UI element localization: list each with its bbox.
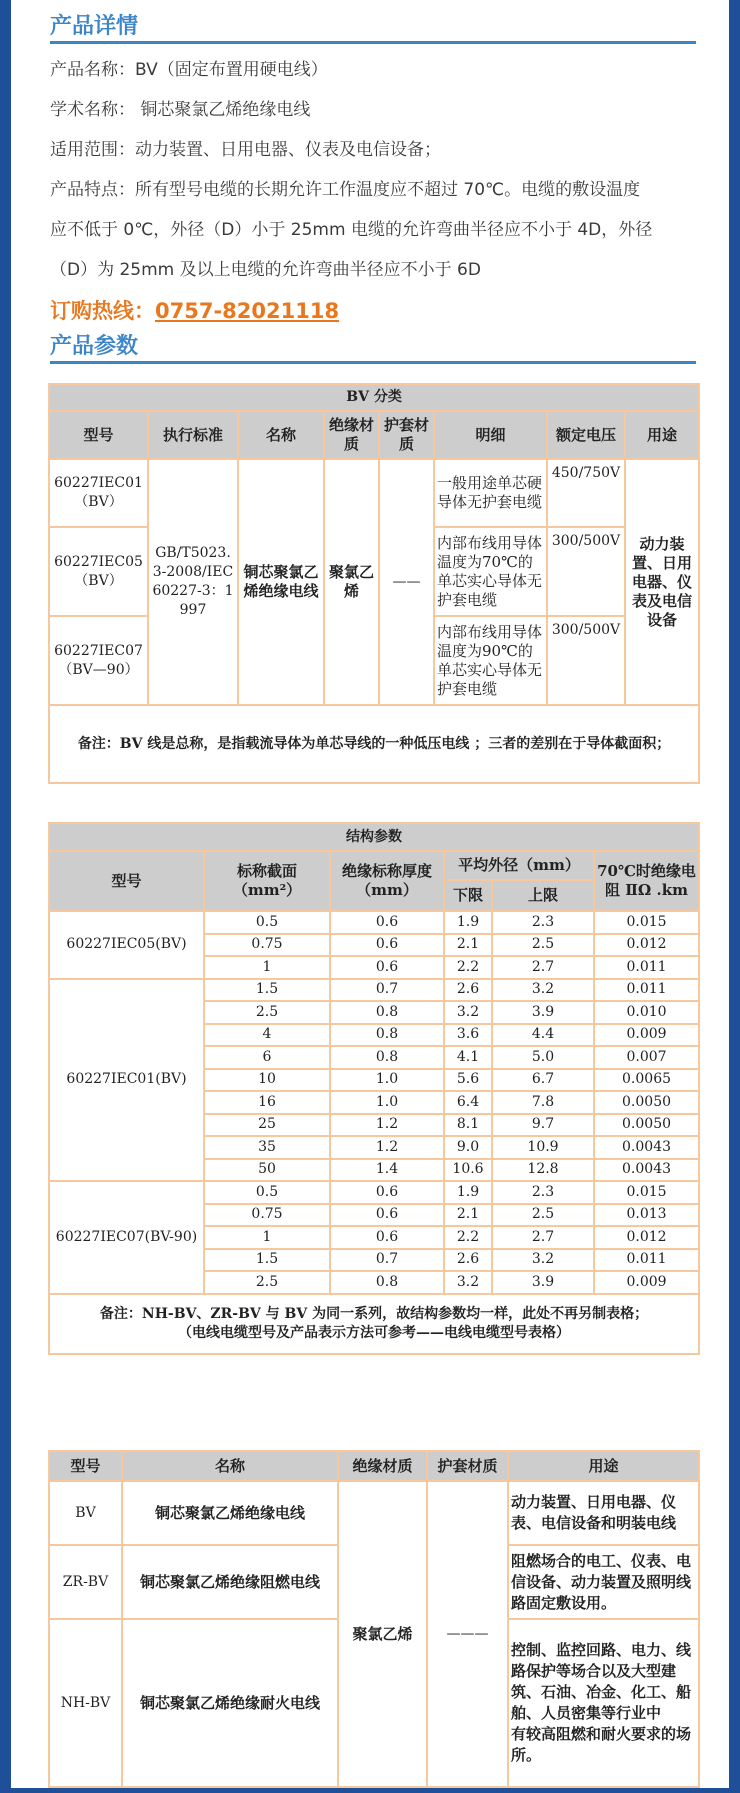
- struct-value-cell: 0.8: [330, 1046, 444, 1069]
- struct-note-line-2: （电线电缆型号及产品表示方法可参考——电线电缆型号表格）: [178, 1324, 571, 1341]
- struct-value-cell: 0.0065: [594, 1069, 699, 1092]
- struct-value-cell: 1: [204, 956, 330, 979]
- struct-table-note: [49, 1294, 699, 1354]
- header-diameter: 平均外径（mm）: [444, 851, 594, 880]
- struct-value-cell: 0.011: [594, 1249, 699, 1272]
- hotline-label: 订购热线：: [50, 299, 155, 323]
- header-lower: 下限: [444, 880, 492, 911]
- struct-value-cell: 0.75: [204, 1204, 330, 1227]
- struct-value-cell: 1.0: [330, 1091, 444, 1114]
- bv-model-cell: 60227IEC01（BV）: [49, 459, 148, 527]
- struct-value-cell: 1.9: [444, 1181, 492, 1204]
- voltage-cell: 300/500V: [547, 616, 625, 705]
- struct-value-cell: 1.5: [204, 979, 330, 1002]
- usage-scope-line: 适用范围：动力装置、日用电器、仪表及电信设备；: [50, 140, 441, 160]
- header-voltage: 额定电压: [547, 411, 625, 459]
- struct-value-cell: 0.6: [330, 911, 444, 934]
- struct-value-cell: 0.7: [330, 979, 444, 1002]
- struct-value-cell: 0.009: [594, 1024, 699, 1047]
- struct-table-caption: 结构参数: [49, 823, 699, 851]
- header-model: 型号: [49, 851, 204, 911]
- series-usage-text: 控制、监控回路、电力、线路保护等场合以及大型建筑、石油、冶金、化工、船舶、人员密集等行业中: [511, 1641, 692, 1722]
- series-name-cell: 铜芯聚氯乙烯绝缘耐火电线: [122, 1619, 338, 1787]
- order-hotline: [50, 292, 696, 330]
- voltage-cell: 300/500V: [547, 527, 625, 616]
- struct-value-cell: 3.2: [444, 1271, 492, 1294]
- struct-value-cell: 9.7: [492, 1114, 594, 1137]
- struct-value-cell: 5.6: [444, 1069, 492, 1092]
- struct-value-cell: 0.015: [594, 911, 699, 934]
- bv-classification-table: [48, 383, 700, 784]
- header-upper: 上限: [492, 880, 594, 911]
- name-cell: 铜芯聚氯乙烯绝缘电线: [238, 459, 324, 705]
- details-title: 产品详情: [50, 0, 696, 44]
- sheath-cell: ——: [379, 459, 434, 705]
- struct-value-cell: 0.009: [594, 1271, 699, 1294]
- struct-value-cell: 4.4: [492, 1024, 594, 1047]
- struct-value-cell: 2.5: [204, 1001, 330, 1024]
- struct-value-cell: 1.9: [444, 911, 492, 934]
- voltage-cell: 450/750V: [547, 459, 625, 527]
- struct-value-cell: 2.5: [492, 934, 594, 957]
- struct-value-cell: 0.5: [204, 1181, 330, 1204]
- struct-value-cell: 1.2: [330, 1136, 444, 1159]
- struct-value-cell: 3.9: [492, 1001, 594, 1024]
- struct-value-cell: 0.5: [204, 911, 330, 934]
- struct-value-cell: 16: [204, 1091, 330, 1114]
- bv-model-cell: 60227IEC07（BV—90）: [49, 616, 148, 705]
- series-usage-cell: 阻燃场合的电工、仪表、电信设备、动力装置及照明线路固定敷设用。: [508, 1545, 699, 1619]
- struct-value-cell: 0.012: [594, 934, 699, 957]
- header-usage: 用途: [508, 1451, 699, 1481]
- struct-value-cell: 0.6: [330, 1181, 444, 1204]
- struct-value-cell: 0.011: [594, 979, 699, 1002]
- struct-model-cell: 60227IEC07(BV-90): [49, 1181, 204, 1294]
- struct-value-cell: 1.4: [330, 1159, 444, 1182]
- struct-value-cell: 0.013: [594, 1204, 699, 1227]
- struct-value-cell: 2.7: [492, 1226, 594, 1249]
- struct-value-cell: 35: [204, 1136, 330, 1159]
- bv-table-note: 备注：BV 线是总称，是指载流导体为单芯导线的一种低压电线 ；三者的差别在于导体截面积；: [49, 705, 699, 783]
- series-model-cell: BV: [49, 1481, 122, 1545]
- usage-cell: 动力装置、日用电器、仪表及电信设备: [625, 459, 699, 705]
- series-usage-cell: 动力装置、日用电器、仪表、电信设备和明装电线: [508, 1481, 699, 1545]
- product-details-section: [50, 0, 696, 364]
- struct-value-cell: 0.011: [594, 956, 699, 979]
- features-line-1: 产品特点：所有型号电缆的长期允许工作温度应不超过 70℃。电缆的敷设温度: [50, 180, 641, 200]
- struct-value-cell: 0.6: [330, 1226, 444, 1249]
- struct-note-line-1: 备注：NH-BV、ZR-BV 与 BV 为同一系列，故结构参数均一样，此处不再另制表格；: [99, 1305, 649, 1322]
- header-thickness: 绝缘标称厚度（mm）: [330, 851, 444, 911]
- struct-value-cell: 1.5: [204, 1249, 330, 1272]
- bv-table-caption: BV 分类: [49, 384, 699, 411]
- struct-value-cell: 1: [204, 1226, 330, 1249]
- struct-value-cell: 6: [204, 1046, 330, 1069]
- struct-value-cell: 0.8: [330, 1001, 444, 1024]
- header-usage: 用途: [625, 411, 699, 459]
- struct-value-cell: 3.9: [492, 1271, 594, 1294]
- header-sheath: 护套材质: [427, 1451, 508, 1481]
- detail-cell: 内部布线用导体温度为70℃的单芯实心导体无护套电缆: [434, 527, 547, 616]
- struct-value-cell: 0.0043: [594, 1159, 699, 1182]
- header-model: 型号: [49, 411, 148, 459]
- struct-value-cell: 0.6: [330, 1204, 444, 1227]
- bv-model-cell: 60227IEC05（BV）: [49, 527, 148, 616]
- features-line-2: 应不低于 0℃，外径（D）小于 25mm 电缆的允许弯曲半径应不小于 4D，外径: [50, 220, 653, 240]
- struct-value-cell: 9.0: [444, 1136, 492, 1159]
- struct-value-cell: 1.0: [330, 1069, 444, 1092]
- struct-value-cell: 2.6: [444, 979, 492, 1002]
- struct-model-cell: 60227IEC01(BV): [49, 979, 204, 1182]
- series-sheath-cell: ———: [427, 1481, 508, 1787]
- header-standard: 执行标准: [148, 411, 238, 459]
- header-section: 标称截面（mm²）: [204, 851, 330, 911]
- struct-value-cell: 2.6: [444, 1249, 492, 1272]
- struct-value-cell: 0.8: [330, 1024, 444, 1047]
- detail-cell: 内部布线用导体温度为90℃的单芯实心导体无护套电缆: [434, 616, 547, 705]
- struct-value-cell: 0.012: [594, 1226, 699, 1249]
- struct-value-cell: 6.4: [444, 1091, 492, 1114]
- struct-value-cell: 4.1: [444, 1046, 492, 1069]
- struct-value-cell: 10.6: [444, 1159, 492, 1182]
- struct-value-cell: 0.007: [594, 1046, 699, 1069]
- header-insulation: 绝缘材质: [324, 411, 379, 459]
- struct-value-cell: 2.7: [492, 956, 594, 979]
- hotline-number[interactable]: 0757-82021118: [155, 299, 340, 323]
- struct-value-cell: 0.8: [330, 1271, 444, 1294]
- series-name-cell: 铜芯聚氯乙烯绝缘阻燃电线: [122, 1545, 338, 1619]
- details-body: [50, 50, 696, 290]
- features-line-3: （D）为 25mm 及以上电缆的允许弯曲半径应不小于 6D: [50, 260, 481, 280]
- struct-value-cell: 0.015: [594, 1181, 699, 1204]
- table-row: [49, 911, 699, 934]
- series-table: [48, 1450, 700, 1788]
- struct-value-cell: 0.7: [330, 1249, 444, 1272]
- params-title: 产品参数: [50, 330, 696, 364]
- struct-value-cell: 2.5: [204, 1271, 330, 1294]
- detail-cell: 一般用途单芯硬导体无护套电缆: [434, 459, 547, 527]
- struct-value-cell: 0.6: [330, 934, 444, 957]
- struct-value-cell: 2.2: [444, 956, 492, 979]
- header-insulation: 绝缘材质: [338, 1451, 427, 1481]
- struct-value-cell: 3.2: [492, 979, 594, 1002]
- struct-value-cell: 2.3: [492, 1181, 594, 1204]
- struct-value-cell: 10.9: [492, 1136, 594, 1159]
- struct-value-cell: 2.2: [444, 1226, 492, 1249]
- header-sheath: 护套材质: [379, 411, 434, 459]
- series-usage-cell: [508, 1619, 699, 1787]
- series-name-cell: 铜芯聚氯乙烯绝缘电线: [122, 1481, 338, 1545]
- header-resistance: 70℃时绝缘电阻 ⅡΩ .km: [594, 851, 699, 911]
- structure-params-table: [48, 822, 700, 1355]
- struct-value-cell: 2.1: [444, 934, 492, 957]
- table-row: [49, 979, 699, 1002]
- struct-value-cell: 3.6: [444, 1024, 492, 1047]
- insulation-cell: 聚氯乙烯: [324, 459, 379, 705]
- struct-value-cell: 8.1: [444, 1114, 492, 1137]
- struct-value-cell: 6.7: [492, 1069, 594, 1092]
- struct-value-cell: 0.6: [330, 956, 444, 979]
- struct-value-cell: 25: [204, 1114, 330, 1137]
- product-name-line: 产品名称：BV（固定布置用硬电线）: [50, 60, 328, 80]
- struct-value-cell: 1.2: [330, 1114, 444, 1137]
- series-usage-text-2: 有较高阻燃和耐火要求的场所。: [511, 1725, 692, 1764]
- struct-value-cell: 0.0050: [594, 1114, 699, 1137]
- series-model-cell: ZR-BV: [49, 1545, 122, 1619]
- struct-value-cell: 5.0: [492, 1046, 594, 1069]
- table-row: [49, 1181, 699, 1204]
- academic-name-line: 学术名称： 铜芯聚氯乙烯绝缘电线: [50, 100, 311, 120]
- header-name: 名称: [122, 1451, 338, 1481]
- struct-value-cell: 4: [204, 1024, 330, 1047]
- struct-value-cell: 3.2: [492, 1249, 594, 1272]
- standard-cell: GB/T5023.3-2008/IEC 60227-3：1997: [148, 459, 238, 705]
- struct-value-cell: 2.1: [444, 1204, 492, 1227]
- header-detail: 明细: [434, 411, 547, 459]
- series-insulation-cell: 聚氯乙烯: [338, 1481, 427, 1787]
- struct-value-cell: 0.010: [594, 1001, 699, 1024]
- struct-value-cell: 0.0043: [594, 1136, 699, 1159]
- header-name: 名称: [238, 411, 324, 459]
- struct-value-cell: 0.0050: [594, 1091, 699, 1114]
- struct-value-cell: 10: [204, 1069, 330, 1092]
- struct-value-cell: 2.5: [492, 1204, 594, 1227]
- struct-value-cell: 50: [204, 1159, 330, 1182]
- struct-value-cell: 12.8: [492, 1159, 594, 1182]
- struct-value-cell: 3.2: [444, 1001, 492, 1024]
- series-model-cell: NH-BV: [49, 1619, 122, 1787]
- struct-value-cell: 7.8: [492, 1091, 594, 1114]
- header-model: 型号: [49, 1451, 122, 1481]
- struct-value-cell: 2.3: [492, 911, 594, 934]
- struct-model-cell: 60227IEC05(BV): [49, 911, 204, 979]
- struct-value-cell: 0.75: [204, 934, 330, 957]
